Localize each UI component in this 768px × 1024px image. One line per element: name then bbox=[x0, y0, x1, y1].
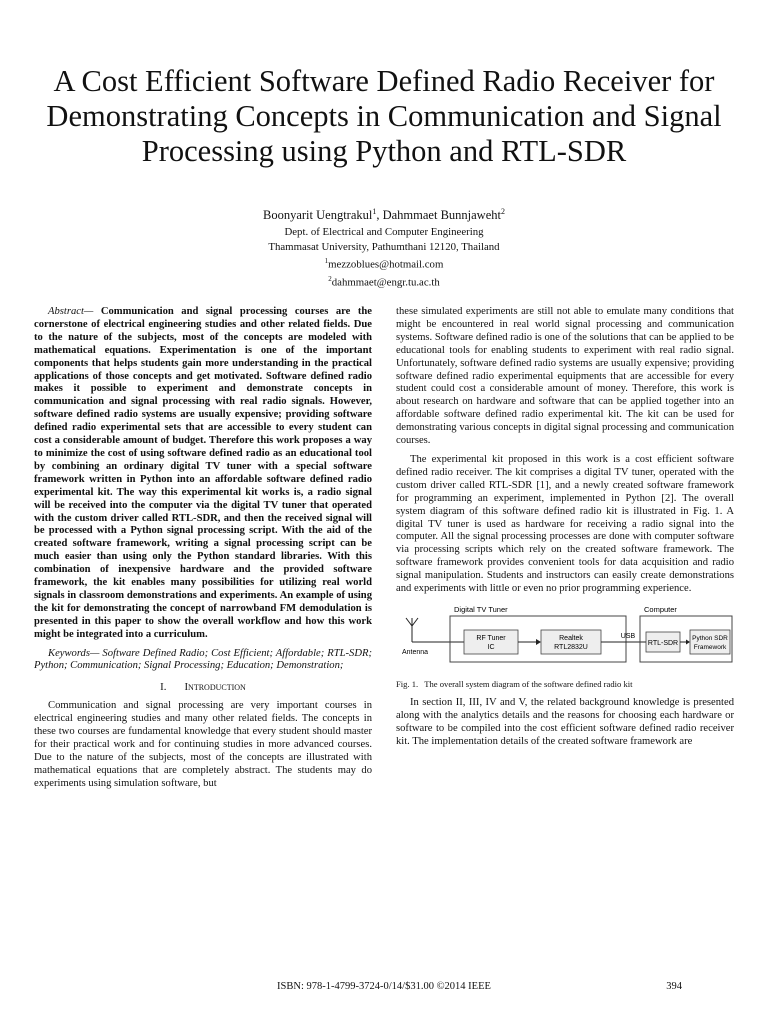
affiliation-block bbox=[0, 225, 768, 291]
realtek-label-1: Realtek bbox=[559, 634, 583, 642]
caption-label: Fig. 1. bbox=[396, 678, 419, 689]
abstract-label: Abstract— bbox=[48, 306, 94, 317]
realtek-label-2: RTL2832U bbox=[554, 643, 588, 651]
python-label-2: Framework bbox=[693, 643, 727, 651]
author-line bbox=[0, 207, 768, 223]
right-column bbox=[396, 306, 734, 748]
antenna-label: Antenna bbox=[402, 648, 429, 656]
author-2-sup: 2 bbox=[500, 207, 505, 216]
footer-page-number: 394 bbox=[666, 981, 682, 992]
keywords-paragraph: Keywords— Software Defined Radio; Cost Efficient; Affordable; RTL-SDR; Python; Communication; Signal Processing; Education; Demonstration; bbox=[34, 647, 372, 672]
tuner-group-label: Digital TV Tuner bbox=[454, 604, 508, 614]
email-2[interactable]: dahmmaet@engr.tu.ac.th bbox=[331, 276, 440, 289]
affiliation-email-1 bbox=[0, 254, 768, 272]
caption-text: The overall system diagram of the software defined radio kit bbox=[424, 678, 633, 689]
abstract-paragraph bbox=[34, 306, 372, 642]
right-paragraph-2: The experimental kit proposed in this work is a cost efficient software defined radio receiver. The kit comprises a digital TV tuner, operated with the custom driver called RTL-SDR [1], and a newly created software framework for programming an experiment, implemented in Python [2]. The overall system diagram of this software defined radio kit is illustrated in Fig. 1. A digital TV tuner is used as hardware for receiving a radio signal into the computer. All the signal processing processes are done with computer software via processing scripts which rely on the created software framework. The software framework provides convenient tools for data acquisition and radio signal manipulation. Students and instructors can easily create demonstrations and experiments with little or even no prior programming experience. bbox=[396, 453, 734, 595]
figure-1-caption bbox=[396, 678, 734, 691]
author-separator: , bbox=[376, 208, 383, 223]
email-1[interactable]: mezzoblues@hotmail.com bbox=[328, 258, 444, 271]
author-2: Dahmmaet Bunnjaweht bbox=[382, 208, 501, 223]
right-paragraph-3: In section II, III, IV and V, the related background knowledge is presented along with the analytics details and the reasons for choosing each hardware or software to be compiled into the cost efficient software defined radio receiver kit. The implementation details of the created software framework are bbox=[396, 696, 734, 747]
rf-tuner-label-2: IC bbox=[487, 643, 495, 651]
section-number: I. bbox=[160, 681, 167, 694]
email-2-sup: 2 bbox=[328, 275, 332, 284]
email-1-sup: 1 bbox=[324, 257, 329, 266]
footer-isbn: ISBN: 978-1-4799-3724-0/14/$31.00 ©2014 IEEE bbox=[277, 981, 491, 992]
affiliation-email-2 bbox=[0, 272, 768, 290]
affiliation-university: Thammasat University, Pathumthani 12120, Thailand bbox=[268, 240, 500, 253]
arrow-head-3 bbox=[686, 639, 690, 644]
computer-group-label: Computer bbox=[644, 604, 677, 614]
rtlsdr-label: RTL-SDR bbox=[647, 639, 679, 647]
figure-1-system-diagram bbox=[396, 604, 734, 674]
affiliation-dept: Dept. of Electrical and Computer Engineering bbox=[284, 226, 484, 238]
section-name: Introduction bbox=[184, 681, 246, 694]
abstract-text: Communication and signal processing courses are the cornerstone of electrical engineering studies and other related fields. Due to the nature of the subjects, most of the concepts are modeled with mathematical equations. Experimentation is one of the important components that helps students gain more understanding in the practical applications of those concepts and get motivated. Software defined radio makes it possible to experiment and demonstrate concepts in communication and signal processing with real radio signals. However, software defined radio systems are usually expensive; providing software defined radio experimental sets that are accessible to every student can cost a considerable amount of budget. Therefore this work proposes a way to minimize the cost of using software defined radio as an educational tool by combining an ordinary digital TV tuner with a special software framework written in Python into an affordable software defined radio experimental kit. The way this experimental kit works is, a radio signal will be received into the computer via the digital TV tuner that operated with the custom driver called RTL-SDR, and then the received signal will be processed with a Python signal processing script. With the aid of the created software framework, writing a signal processing script can be much easier than using only the Python standard libraries. With this combination of inexpensive hardware and the provided software framework, the kit enables many possibilities for utilizing real world signals in classroom demonstrations and experiments. An example of using the kit for demonstrating the concept of narrowband FM demodulation is presented in this paper to show the overall workflow and how this work might be integrated into a curriculum. bbox=[34, 306, 372, 640]
antenna-icon bbox=[406, 618, 464, 642]
right-paragraph-1: these simulated experiments are still not able to emulate many conditions that might be encountered in real world signal processing and communication systems. Software defined radio is one of the solutions that can be applied to be educational tools for enabling students to experiment with real radio signal. Unfortunately, software defined radio systems are usually expensive; providing software defined radio experimental equipments that are accessible for every student could cost a considerable amount of money. Therefore, this work is about research on hardware and software that can be applied together into an affordable software defined radio experimental kit. The kit can be used for demonstrating various concepts in digital signal processing and communication courses. bbox=[396, 306, 734, 447]
arrow-head-1 bbox=[536, 639, 541, 645]
left-column bbox=[34, 306, 372, 791]
system-diagram-svg bbox=[396, 604, 734, 674]
section-heading-introduction bbox=[34, 681, 372, 694]
author-1-sup: 1 bbox=[372, 207, 377, 216]
intro-paragraph-1: Communication and signal processing are very important courses in electrical engineering studies and many other related fields. The concepts in these two courses are fundamental knowledge that every student should master for their practical work and for continuing studies in more advanced courses. Due to the nature of the subjects, most of the concepts are illustrated with mathematical equations that are completely abstract. The students may do experiments using simulation software, but bbox=[34, 700, 372, 789]
usb-label: USB bbox=[620, 632, 636, 640]
paper-title: A Cost Efficient Software Defined Radio Receiver for Demonstrating Concepts in Communication and Signal Processing using Python and RTL-SDR bbox=[46, 64, 722, 168]
rf-tuner-label-1: RF Tuner bbox=[476, 634, 506, 642]
author-1: Boonyarit Uengtrakul bbox=[263, 208, 373, 223]
python-label-1: Python SDR bbox=[692, 634, 728, 642]
